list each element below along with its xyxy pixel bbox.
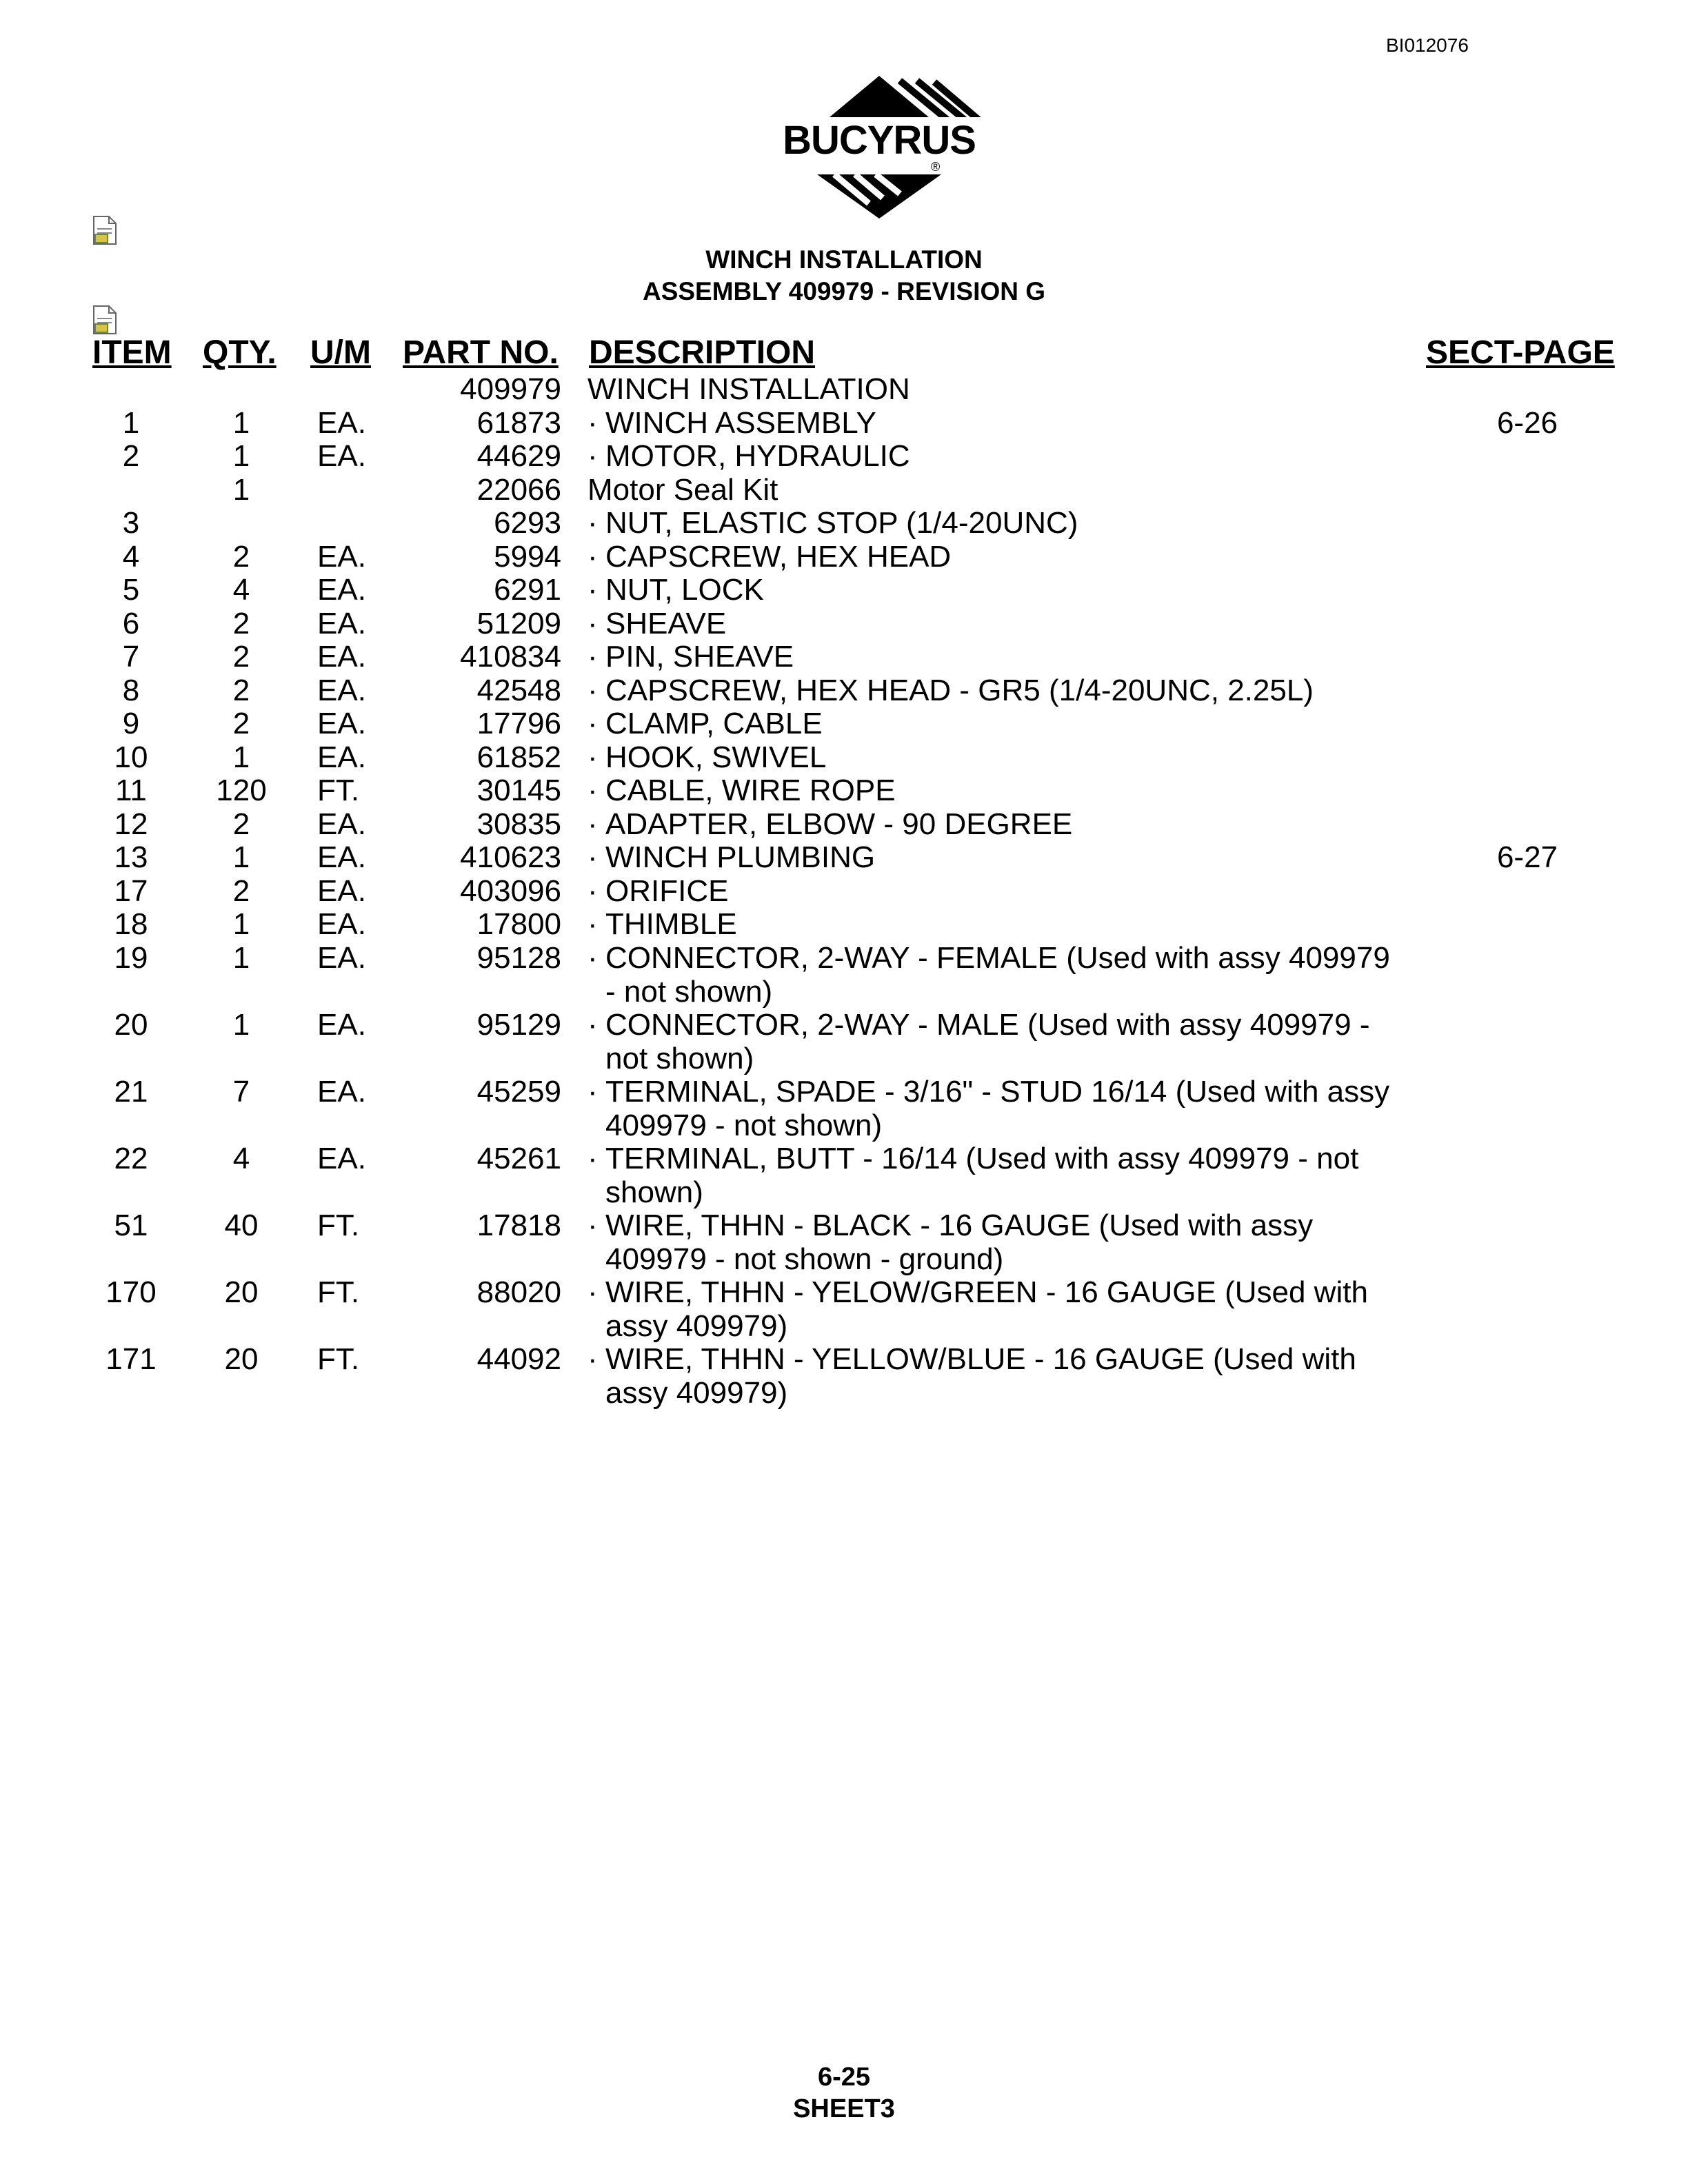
part-number: 51209	[476, 606, 561, 640]
item-number: 13	[114, 840, 148, 874]
description	[587, 1209, 1401, 1276]
bullet-marker: ·	[587, 673, 598, 707]
quantity: 20	[224, 1342, 259, 1376]
description	[587, 1342, 1401, 1410]
description	[587, 506, 1401, 540]
description	[587, 707, 1401, 740]
item-number: 17	[114, 873, 148, 908]
unit-of-measure: EA.	[317, 1074, 366, 1109]
quantity: 1	[232, 907, 250, 941]
part-number: 410834	[460, 640, 561, 674]
part-number: 95128	[476, 940, 561, 975]
unit-of-measure: FT.	[317, 1342, 360, 1376]
part-number: 44629	[476, 439, 561, 473]
quantity: 4	[232, 573, 250, 607]
item-number: 10	[114, 740, 148, 774]
part-number: 17796	[476, 707, 561, 740]
item-number: 8	[122, 673, 140, 707]
quantity: 1	[232, 1007, 250, 1042]
description	[587, 439, 1401, 473]
description-text: MOTOR, HYDRAULIC	[605, 439, 910, 473]
part-number: 95129	[476, 1007, 561, 1042]
bullet-marker: ·	[587, 506, 598, 540]
part-number: 22066	[476, 472, 561, 507]
quantity: 2	[232, 539, 250, 574]
description-text: WIRE, THHN - BLACK - 16 GAUGE (Used with assy 409979 - not shown - ground)	[605, 1208, 1314, 1276]
quantity: 2	[232, 640, 250, 674]
brand-name: BUCYRUS	[758, 117, 1000, 164]
unit-of-measure: EA.	[317, 873, 366, 908]
part-number: 5994	[494, 539, 561, 574]
description-text: CONNECTOR, 2-WAY - MALE (Used with assy 409979 - not shown)	[605, 1007, 1370, 1075]
bullet-marker: ·	[587, 774, 598, 807]
description	[587, 1275, 1401, 1343]
part-number: 17800	[476, 907, 561, 941]
unit-of-measure: EA.	[317, 673, 366, 707]
bullet-marker: ·	[587, 606, 598, 640]
description-text: CONNECTOR, 2-WAY - FEMALE (Used with assy 409979 - not shown)	[605, 940, 1390, 1009]
bullet-marker: ·	[587, 707, 598, 740]
sect-page: 6-26	[1496, 405, 1558, 440]
description	[587, 372, 1401, 406]
item-number: 171	[106, 1342, 157, 1376]
bullet-marker: ·	[587, 539, 598, 574]
bullet-marker: ·	[587, 807, 598, 841]
unit-of-measure: EA.	[317, 573, 366, 607]
description	[587, 607, 1401, 640]
quantity: 1	[232, 472, 250, 507]
registered-mark: ®	[931, 160, 941, 174]
part-number: 44092	[476, 1342, 561, 1376]
bullet-marker: ·	[587, 1275, 598, 1309]
item-number: 21	[114, 1074, 148, 1109]
description-text: CLAMP, CABLE	[605, 707, 823, 740]
description-text: ADAPTER, ELBOW - 90 DEGREE	[605, 807, 1073, 841]
part-number: 45259	[476, 1074, 561, 1109]
part-number: 88020	[476, 1275, 561, 1309]
item-number: 1	[122, 405, 140, 440]
document-id: BI012076	[1386, 34, 1469, 56]
unit-of-measure: EA.	[317, 907, 366, 941]
quantity: 1	[232, 439, 250, 473]
unit-of-measure: EA.	[317, 640, 366, 674]
sect-page: 6-27	[1496, 840, 1558, 874]
description-text: NUT, ELASTIC STOP (1/4-20UNC)	[605, 506, 1078, 540]
part-number: 410623	[460, 840, 561, 874]
part-number: 61873	[476, 405, 561, 440]
quantity: 4	[232, 1141, 250, 1175]
description-text: HOOK, SWIVEL	[605, 740, 827, 774]
description	[587, 941, 1401, 1009]
item-number: 6	[122, 606, 140, 640]
item-number: 20	[114, 1007, 148, 1042]
bullet-marker: ·	[587, 573, 598, 607]
part-number: 61852	[476, 740, 561, 774]
description	[587, 1142, 1401, 1209]
part-number: 42548	[476, 673, 561, 707]
description	[587, 573, 1401, 607]
header-qty: QTY.	[203, 334, 277, 371]
quantity: 1	[232, 740, 250, 774]
quantity: 2	[232, 707, 250, 740]
bullet-marker: ·	[587, 405, 598, 440]
item-number: 2	[122, 439, 140, 473]
description-text: Motor Seal Kit	[587, 472, 778, 507]
quantity: 1	[232, 940, 250, 975]
description	[587, 674, 1401, 707]
description-text: CAPSCREW, HEX HEAD - GR5 (1/4-20UNC, 2.25L)	[605, 673, 1314, 707]
description-text: WINCH PLUMBING	[605, 840, 876, 874]
unit-of-measure: FT.	[317, 1208, 360, 1242]
description	[587, 840, 1401, 874]
bullet-marker: ·	[587, 1141, 598, 1175]
header-description: DESCRIPTION	[589, 334, 816, 371]
unit-of-measure: EA.	[317, 1007, 366, 1042]
unit-of-measure: EA.	[317, 940, 366, 975]
unit-of-measure: EA.	[317, 439, 366, 473]
part-number: 6293	[494, 506, 561, 540]
quantity: 40	[224, 1208, 259, 1242]
description-text: ORIFICE	[605, 873, 729, 908]
description-text: WIRE, THHN - YELOW/GREEN - 16 GAUGE (Used with assy 409979)	[605, 1275, 1368, 1343]
page-subtitle: ASSEMBLY 409979 - REVISION G	[642, 277, 1045, 305]
header-sect-page: SECT-PAGE	[1426, 334, 1615, 371]
description-text: CAPSCREW, HEX HEAD	[605, 539, 952, 574]
page-number: 6-25	[817, 2063, 871, 2092]
description-text: SHEAVE	[605, 606, 727, 640]
item-number: 51	[114, 1208, 148, 1242]
description	[587, 640, 1401, 674]
bullet-marker: ·	[587, 640, 598, 674]
description	[587, 406, 1401, 440]
bullet-marker: ·	[587, 840, 598, 874]
item-number: 9	[122, 707, 140, 740]
description	[587, 473, 1401, 507]
page-title: WINCH INSTALLATION	[705, 245, 983, 274]
description	[587, 874, 1401, 908]
description	[587, 740, 1401, 774]
part-number: 30835	[476, 807, 561, 841]
part-number: 6291	[494, 573, 561, 607]
description	[587, 807, 1401, 841]
item-number: 170	[106, 1275, 157, 1309]
attachment-file-icon[interactable]	[91, 215, 119, 245]
item-number: 7	[122, 640, 140, 674]
unit-of-measure: EA.	[317, 606, 366, 640]
unit-of-measure: EA.	[317, 807, 366, 841]
bullet-marker: ·	[587, 1074, 598, 1109]
part-number: 30145	[476, 774, 561, 807]
description-text: WINCH ASSEMBLY	[605, 405, 876, 440]
description-text: WIRE, THHN - YELLOW/BLUE - 16 GAUGE (Used with assy 409979)	[605, 1342, 1356, 1410]
quantity: 1	[232, 405, 250, 440]
item-number: 4	[122, 539, 140, 574]
bullet-marker: ·	[587, 740, 598, 774]
part-number: 403096	[460, 873, 561, 908]
bullet-marker: ·	[587, 439, 598, 473]
description-text: TERMINAL, SPADE - 3/16" - STUD 16/14 (Used with assy 409979 - not shown)	[605, 1074, 1390, 1142]
unit-of-measure: FT.	[317, 1275, 360, 1309]
description	[587, 540, 1401, 574]
description-text: PIN, SHEAVE	[605, 640, 794, 674]
description	[587, 907, 1401, 941]
quantity: 2	[232, 873, 250, 908]
item-number: 22	[114, 1141, 148, 1175]
description-text: NUT, LOCK	[605, 573, 764, 607]
bullet-marker: ·	[587, 1208, 598, 1242]
item-number: 11	[115, 774, 147, 807]
quantity: 20	[224, 1275, 259, 1309]
description-text: WINCH INSTALLATION	[587, 372, 910, 406]
item-number: 19	[114, 940, 148, 975]
description	[587, 1008, 1401, 1075]
unit-of-measure: EA.	[317, 740, 366, 774]
unit-of-measure: EA.	[317, 539, 366, 574]
description-text: TERMINAL, BUTT - 16/14 (Used with assy 409979 - not shown)	[605, 1141, 1359, 1209]
part-number: 17818	[476, 1208, 561, 1242]
description-text: CABLE, WIRE ROPE	[605, 774, 896, 807]
description	[587, 1075, 1401, 1142]
unit-of-measure: EA.	[317, 1141, 366, 1175]
description-text: THIMBLE	[605, 907, 737, 941]
item-number: 5	[122, 573, 140, 607]
quantity: 120	[216, 774, 267, 807]
unit-of-measure: FT.	[317, 774, 360, 807]
bullet-marker: ·	[587, 873, 598, 908]
header-item: ITEM	[92, 334, 172, 371]
quantity: 2	[232, 606, 250, 640]
bullet-marker: ·	[587, 1007, 598, 1042]
bullet-marker: ·	[587, 907, 598, 941]
header-part-no: PART NO.	[403, 334, 559, 371]
part-number: 409979	[460, 372, 561, 406]
unit-of-measure: EA.	[317, 405, 366, 440]
unit-of-measure: EA.	[317, 707, 366, 740]
header-um: U/M	[310, 334, 371, 371]
item-number: 3	[122, 506, 140, 540]
unit-of-measure: EA.	[317, 840, 366, 874]
part-number: 45261	[476, 1141, 561, 1175]
item-number: 18	[114, 907, 148, 941]
quantity: 1	[232, 840, 250, 874]
description	[587, 774, 1401, 807]
bullet-marker: ·	[587, 940, 598, 975]
quantity: 2	[232, 807, 250, 841]
bullet-marker: ·	[587, 1342, 598, 1376]
attachment-file-icon[interactable]	[91, 305, 119, 335]
item-number: 12	[114, 807, 148, 841]
quantity: 2	[232, 673, 250, 707]
sheet-label: SHEET3	[793, 2094, 895, 2123]
quantity: 7	[232, 1074, 250, 1109]
